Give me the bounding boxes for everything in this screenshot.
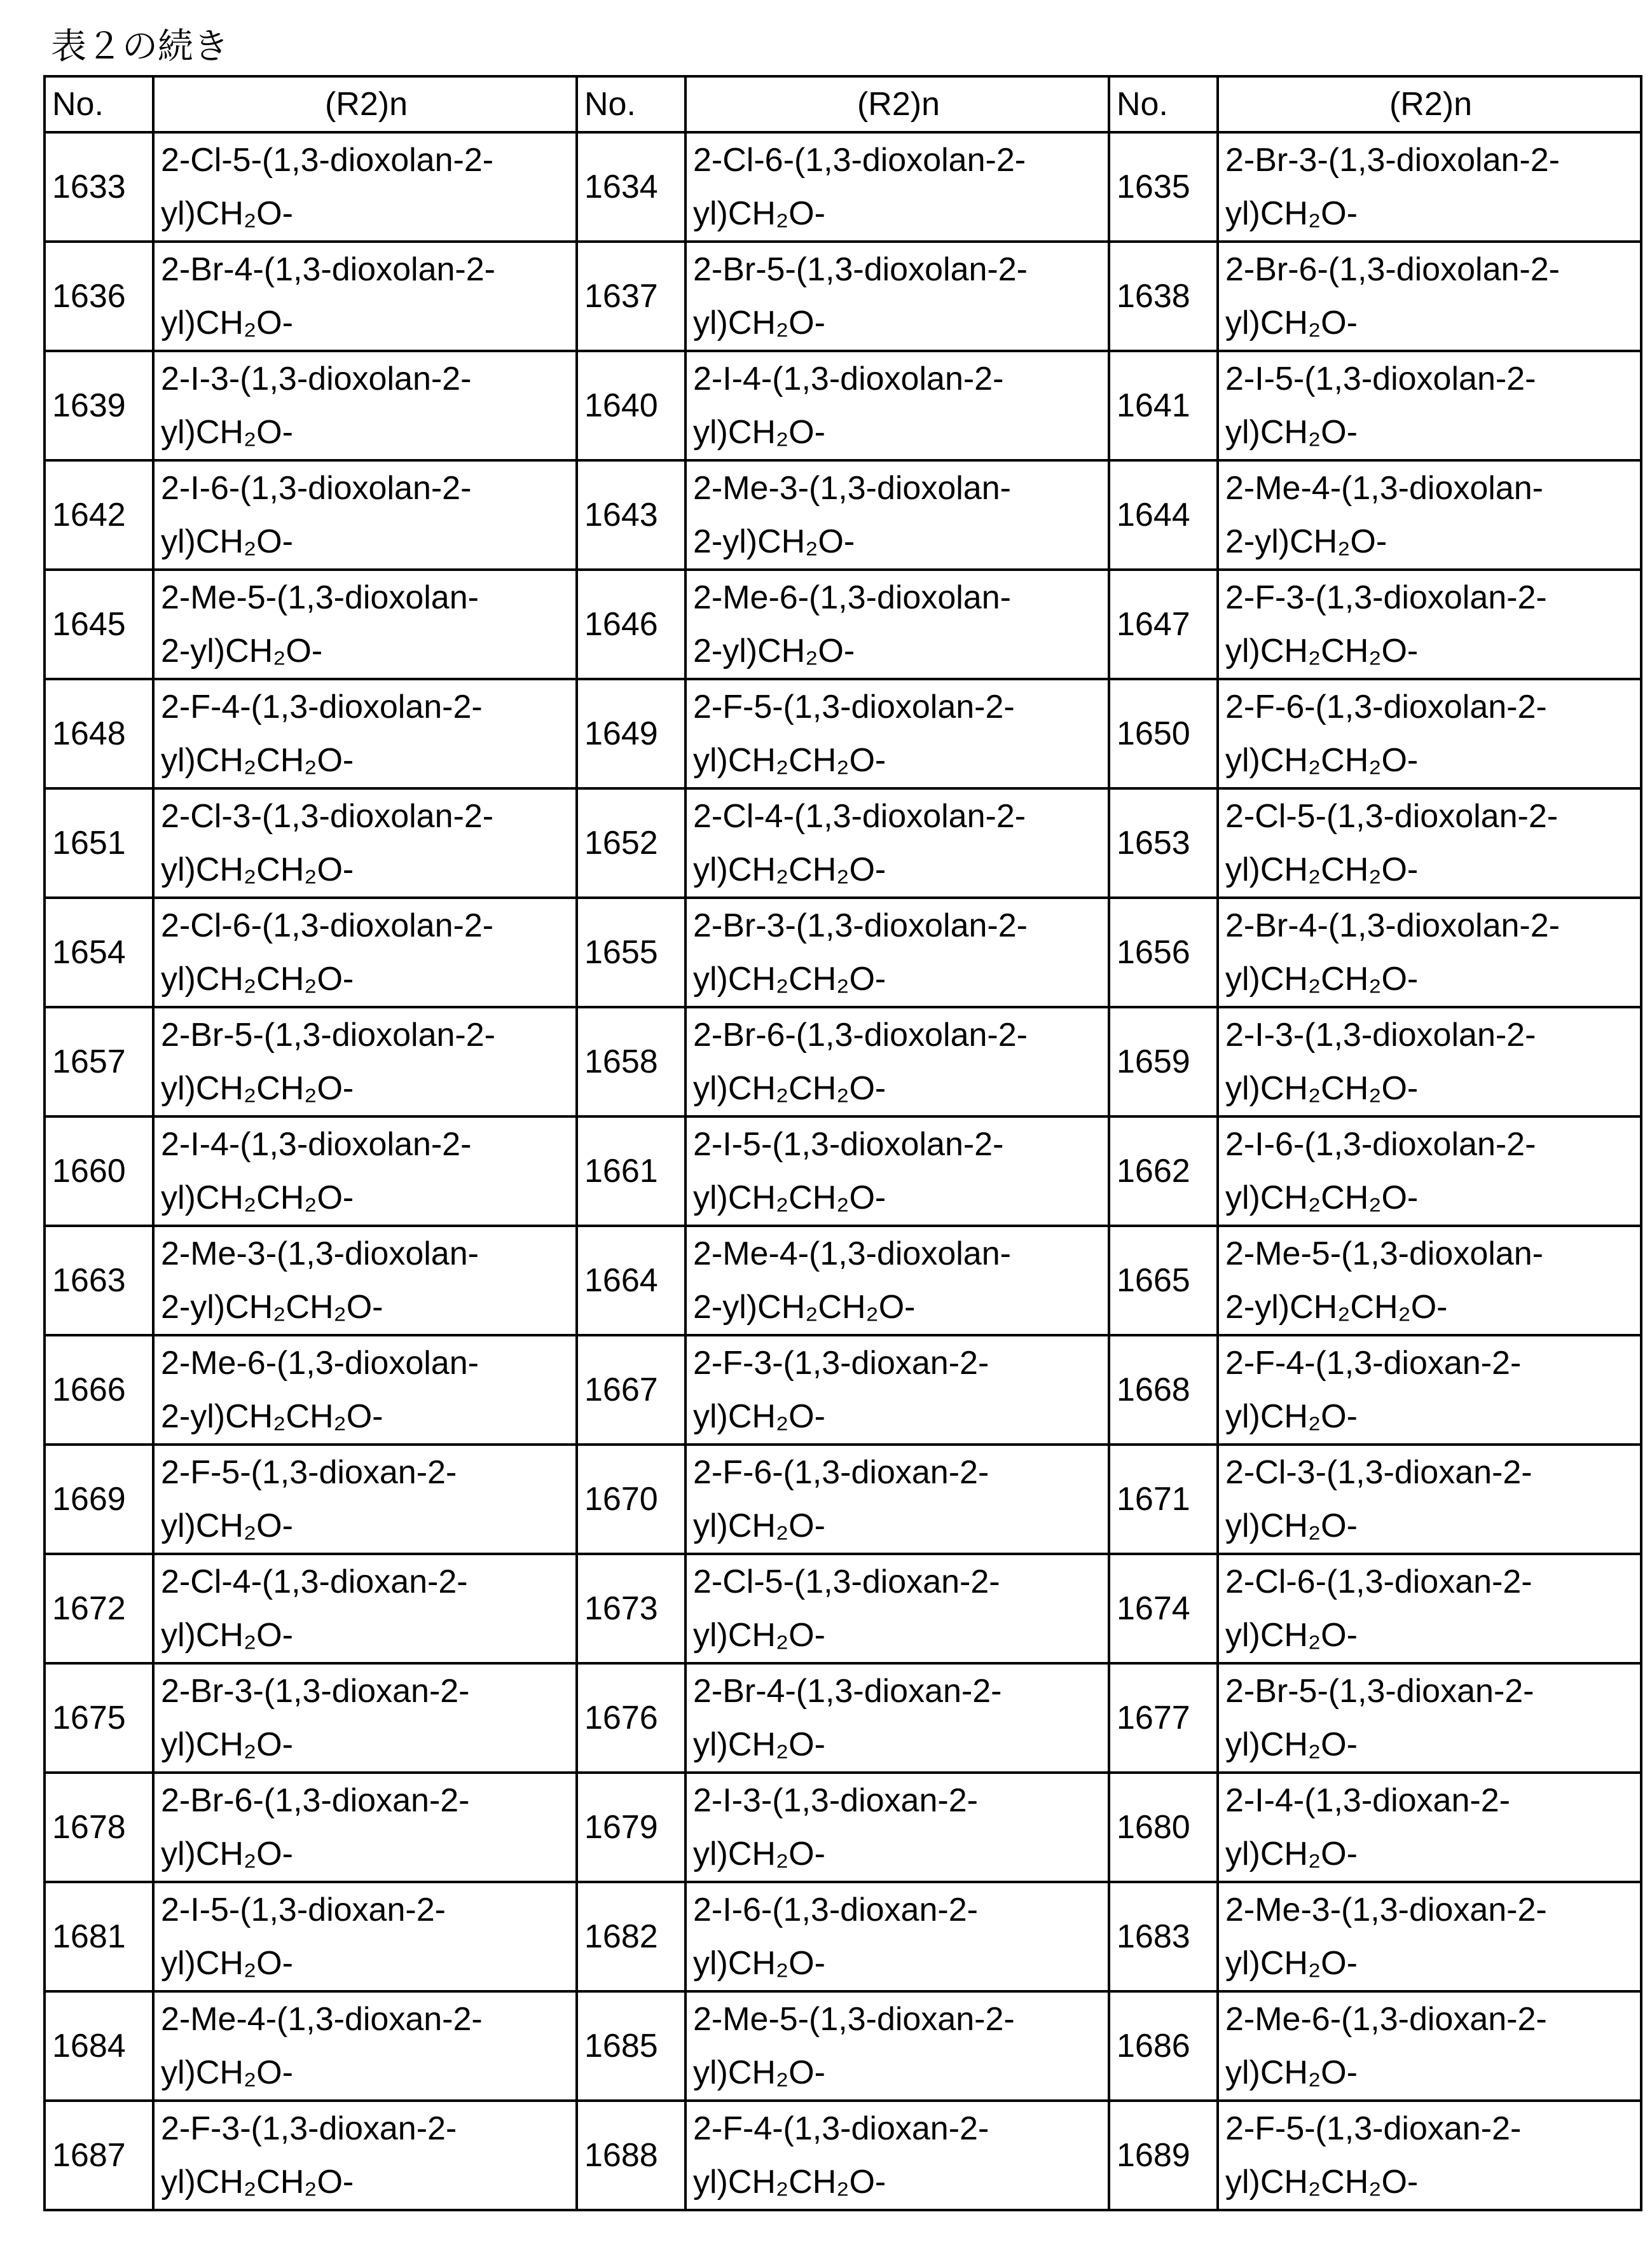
substituent-line: 2-I-3-(1,3-dioxan-2- [693, 1774, 1104, 1827]
substituent-line: 2-Br-4-(1,3-dioxan-2- [693, 1665, 1104, 1718]
substituent-cell [153, 1773, 577, 1882]
substituent-line: 2-Br-3-(1,3-dioxolan-2- [693, 899, 1104, 952]
compound-number: 1660 [45, 1116, 153, 1226]
compound-number: 1638 [1109, 242, 1218, 351]
compound-number: 1684 [45, 1991, 153, 2101]
compound-number: 1663 [45, 1226, 153, 1335]
substituent-line: 2-Cl-6-(1,3-dioxolan-2- [693, 134, 1104, 187]
substituent-line: 2-I-4-(1,3-dioxan-2- [1225, 1774, 1636, 1827]
substituent-line: yl)CH₂O- [161, 187, 572, 240]
compound-number: 1646 [577, 570, 685, 679]
table-row [45, 1445, 1641, 1554]
compound-number: 1686 [1109, 1991, 1218, 2101]
substituent-cell [1218, 132, 1641, 242]
compound-number: 1659 [1109, 1007, 1218, 1116]
substituent-line: 2-F-6-(1,3-dioxolan-2- [1225, 680, 1636, 734]
compound-number: 1661 [577, 1116, 685, 1226]
compound-number: 1656 [1109, 898, 1218, 1007]
substituent-line: yl)CH₂CH₂O- [1225, 1062, 1636, 1115]
header-no: No. [45, 76, 153, 132]
table-row [45, 460, 1641, 570]
substituent-cell [153, 460, 577, 570]
substituent-line: yl)CH₂CH₂O- [693, 1062, 1104, 1115]
substituent-line: yl)CH₂O- [693, 2046, 1104, 2099]
substituent-cell [1218, 1226, 1641, 1335]
compound-number: 1665 [1109, 1226, 1218, 1335]
substituent-line: 2-Br-6-(1,3-dioxolan-2- [1225, 243, 1636, 296]
substituent-cell [685, 1226, 1109, 1335]
compound-table [43, 75, 1642, 2211]
substituent-cell [685, 1882, 1109, 1991]
substituent-cell [1218, 1007, 1641, 1116]
substituent-line: 2-F-3-(1,3-dioxan-2- [693, 1336, 1104, 1390]
substituent-line: yl)CH₂O- [161, 515, 572, 568]
table-row [45, 1882, 1641, 1991]
substituent-line: yl)CH₂CH₂O- [693, 2155, 1104, 2209]
substituent-line: yl)CH₂CH₂O- [1225, 1171, 1636, 1225]
substituent-line: yl)CH₂CH₂O- [693, 843, 1104, 896]
table-body [45, 132, 1641, 2210]
substituent-line: yl)CH₂O- [693, 1499, 1104, 1553]
substituent-line: 2-yl)CH₂O- [693, 624, 1104, 678]
substituent-line: 2-Br-4-(1,3-dioxolan-2- [1225, 899, 1636, 952]
compound-number: 1676 [577, 1663, 685, 1773]
substituent-line: yl)CH₂O- [161, 1827, 572, 1881]
substituent-line: 2-yl)CH₂O- [1225, 515, 1636, 568]
substituent-line: 2-Br-5-(1,3-dioxolan-2- [693, 243, 1104, 296]
substituent-line: yl)CH₂O- [1225, 296, 1636, 350]
substituent-line: yl)CH₂O- [161, 1609, 572, 1662]
substituent-line: 2-Cl-5-(1,3-dioxan-2- [693, 1555, 1104, 1609]
table-row [45, 242, 1641, 351]
substituent-line: 2-Br-6-(1,3-dioxan-2- [161, 1774, 572, 1827]
substituent-cell [685, 1773, 1109, 1882]
table-row [45, 1773, 1641, 1882]
substituent-line: 2-yl)CH₂O- [693, 515, 1104, 568]
compound-number: 1673 [577, 1554, 685, 1663]
substituent-line: 2-F-4-(1,3-dioxan-2- [693, 2102, 1104, 2155]
substituent-line: yl)CH₂O- [693, 1609, 1104, 1662]
compound-number: 1650 [1109, 679, 1218, 788]
compound-number: 1640 [577, 351, 685, 460]
compound-number: 1683 [1109, 1882, 1218, 1991]
substituent-line: yl)CH₂O- [1225, 1718, 1636, 1771]
substituent-cell [1218, 242, 1641, 351]
compound-number: 1648 [45, 679, 153, 788]
substituent-line: yl)CH₂O- [693, 1937, 1104, 1990]
substituent-cell [685, 1991, 1109, 2101]
header-row [45, 76, 1641, 132]
substituent-line: yl)CH₂CH₂O- [693, 952, 1104, 1006]
compound-number: 1688 [577, 2101, 685, 2210]
substituent-cell [685, 898, 1109, 1007]
substituent-cell [153, 132, 577, 242]
substituent-line: yl)CH₂O- [693, 1827, 1104, 1881]
substituent-line: 2-F-3-(1,3-dioxan-2- [161, 2102, 572, 2155]
substituent-cell [1218, 351, 1641, 460]
compound-number: 1647 [1109, 570, 1218, 679]
compound-number: 1675 [45, 1663, 153, 1773]
substituent-line: 2-F-5-(1,3-dioxan-2- [161, 1446, 572, 1499]
table-row [45, 1116, 1641, 1226]
substituent-cell [685, 1663, 1109, 1773]
substituent-line: yl)CH₂CH₂O- [161, 843, 572, 896]
substituent-line: 2-yl)CH₂CH₂O- [693, 1281, 1104, 1334]
compound-number: 1645 [45, 570, 153, 679]
substituent-line: 2-Me-6-(1,3-dioxolan- [693, 571, 1104, 624]
substituent-cell [685, 788, 1109, 898]
substituent-cell [685, 351, 1109, 460]
compound-number: 1642 [45, 460, 153, 570]
substituent-cell [685, 570, 1109, 679]
substituent-cell [153, 1007, 577, 1116]
substituent-line: 2-Cl-6-(1,3-dioxolan-2- [161, 899, 572, 952]
compound-number: 1681 [45, 1882, 153, 1991]
substituent-line: 2-F-5-(1,3-dioxan-2- [1225, 2102, 1636, 2155]
substituent-line: 2-Cl-3-(1,3-dioxolan-2- [161, 790, 572, 843]
substituent-line: yl)CH₂O- [693, 1718, 1104, 1771]
compound-number: 1651 [45, 788, 153, 898]
substituent-line: yl)CH₂CH₂O- [161, 1062, 572, 1115]
table-row [45, 570, 1641, 679]
substituent-cell [1218, 898, 1641, 1007]
substituent-line: yl)CH₂O- [161, 1937, 572, 1990]
substituent-line: 2-Cl-5-(1,3-dioxolan-2- [161, 134, 572, 187]
table-row [45, 1335, 1641, 1445]
table-row [45, 1991, 1641, 2101]
compound-number: 1668 [1109, 1335, 1218, 1445]
substituent-line: 2-I-4-(1,3-dioxolan-2- [161, 1118, 572, 1171]
substituent-line: yl)CH₂O- [161, 296, 572, 350]
substituent-line: yl)CH₂CH₂O- [1225, 2155, 1636, 2209]
substituent-cell [153, 242, 577, 351]
compound-number: 1678 [45, 1773, 153, 1882]
compound-number: 1664 [577, 1226, 685, 1335]
substituent-cell [153, 1445, 577, 1554]
substituent-cell [1218, 1335, 1641, 1445]
substituent-line: 2-Me-4-(1,3-dioxolan- [693, 1227, 1104, 1281]
substituent-cell [685, 460, 1109, 570]
substituent-cell [1218, 1991, 1641, 2101]
substituent-line: yl)CH₂O- [1225, 2046, 1636, 2099]
compound-number: 1643 [577, 460, 685, 570]
substituent-line: 2-F-3-(1,3-dioxolan-2- [1225, 571, 1636, 624]
substituent-line: 2-Br-5-(1,3-dioxolan-2- [161, 1008, 572, 1062]
substituent-line: yl)CH₂CH₂O- [693, 1171, 1104, 1225]
substituent-line: 2-Cl-5-(1,3-dioxolan-2- [1225, 790, 1636, 843]
compound-number: 1639 [45, 351, 153, 460]
substituent-cell [1218, 1116, 1641, 1226]
compound-number: 1680 [1109, 1773, 1218, 1882]
substituent-cell [153, 1116, 577, 1226]
substituent-line: yl)CH₂O- [693, 1390, 1104, 1443]
substituent-cell [153, 1663, 577, 1773]
substituent-cell [153, 679, 577, 788]
substituent-cell [1218, 1773, 1641, 1882]
substituent-line: 2-Me-4-(1,3-dioxolan- [1225, 462, 1636, 515]
substituent-line: yl)CH₂CH₂O- [1225, 843, 1636, 896]
compound-number: 1654 [45, 898, 153, 1007]
compound-number: 1662 [1109, 1116, 1218, 1226]
table-row [45, 1663, 1641, 1773]
substituent-line: yl)CH₂O- [1225, 1827, 1636, 1881]
substituent-line: 2-F-4-(1,3-dioxolan-2- [161, 680, 572, 734]
substituent-cell [153, 1882, 577, 1991]
substituent-line: yl)CH₂O- [1225, 187, 1636, 240]
header-no: No. [1109, 76, 1218, 132]
substituent-line: 2-F-4-(1,3-dioxan-2- [1225, 1336, 1636, 1390]
header-r2n: (R2)n [153, 76, 577, 132]
substituent-cell [685, 2101, 1109, 2210]
substituent-cell [1218, 1445, 1641, 1554]
compound-number: 1677 [1109, 1663, 1218, 1773]
substituent-line: 2-I-5-(1,3-dioxolan-2- [1225, 352, 1636, 406]
compound-number: 1658 [577, 1007, 685, 1116]
substituent-line: 2-Br-3-(1,3-dioxolan-2- [1225, 134, 1636, 187]
substituent-cell [153, 788, 577, 898]
compound-number: 1672 [45, 1554, 153, 1663]
compound-number: 1671 [1109, 1445, 1218, 1554]
substituent-line: 2-I-3-(1,3-dioxolan-2- [161, 352, 572, 406]
table-row [45, 679, 1641, 788]
substituent-cell [685, 1554, 1109, 1663]
compound-number: 1641 [1109, 351, 1218, 460]
substituent-line: yl)CH₂O- [693, 187, 1104, 240]
substituent-line: 2-Me-5-(1,3-dioxolan- [1225, 1227, 1636, 1281]
compound-number: 1667 [577, 1335, 685, 1445]
substituent-cell [1218, 788, 1641, 898]
substituent-line: 2-Me-6-(1,3-dioxan-2- [1225, 1993, 1636, 2046]
substituent-line: 2-I-6-(1,3-dioxolan-2- [1225, 1118, 1636, 1171]
substituent-cell [153, 1226, 577, 1335]
substituent-line: 2-yl)CH₂CH₂O- [161, 1281, 572, 1334]
substituent-line: 2-Me-3-(1,3-dioxolan- [693, 462, 1104, 515]
substituent-cell [153, 1554, 577, 1663]
substituent-line: 2-Me-4-(1,3-dioxan-2- [161, 1993, 572, 2046]
substituent-line: 2-yl)CH₂CH₂O- [1225, 1281, 1636, 1334]
substituent-line: yl)CH₂O- [161, 1499, 572, 1553]
substituent-cell [153, 2101, 577, 2210]
substituent-cell [685, 1007, 1109, 1116]
substituent-cell [685, 132, 1109, 242]
table-row [45, 788, 1641, 898]
substituent-line: yl)CH₂O- [1225, 1390, 1636, 1443]
substituent-line: yl)CH₂O- [161, 406, 572, 459]
compound-number: 1635 [1109, 132, 1218, 242]
substituent-line: yl)CH₂O- [1225, 1937, 1636, 1990]
substituent-line: 2-I-6-(1,3-dioxan-2- [693, 1883, 1104, 1937]
substituent-line: 2-I-3-(1,3-dioxolan-2- [1225, 1008, 1636, 1062]
substituent-cell [685, 1116, 1109, 1226]
substituent-cell [1218, 1554, 1641, 1663]
table-row [45, 351, 1641, 460]
compound-number: 1679 [577, 1773, 685, 1882]
substituent-line: 2-Me-3-(1,3-dioxolan- [161, 1227, 572, 1281]
substituent-cell [685, 242, 1109, 351]
substituent-cell [153, 898, 577, 1007]
substituent-cell [685, 1335, 1109, 1445]
substituent-cell [1218, 1882, 1641, 1991]
substituent-cell [153, 351, 577, 460]
substituent-line: 2-F-6-(1,3-dioxan-2- [693, 1446, 1104, 1499]
substituent-cell [685, 1445, 1109, 1554]
substituent-line: 2-I-5-(1,3-dioxolan-2- [693, 1118, 1104, 1171]
substituent-line: yl)CH₂O- [161, 2046, 572, 2099]
compound-number: 1657 [45, 1007, 153, 1116]
substituent-line: 2-Me-6-(1,3-dioxolan- [161, 1336, 572, 1390]
substituent-line: yl)CH₂CH₂O- [693, 734, 1104, 787]
substituent-cell [1218, 570, 1641, 679]
substituent-line: 2-Br-3-(1,3-dioxan-2- [161, 1665, 572, 1718]
compound-number: 1653 [1109, 788, 1218, 898]
substituent-line: 2-yl)CH₂CH₂O- [161, 1390, 572, 1443]
compound-number: 1685 [577, 1991, 685, 2101]
substituent-line: 2-I-6-(1,3-dioxolan-2- [161, 462, 572, 515]
substituent-line: yl)CH₂CH₂O- [1225, 734, 1636, 787]
compound-number: 1666 [45, 1335, 153, 1445]
substituent-line: 2-Cl-6-(1,3-dioxan-2- [1225, 1555, 1636, 1609]
substituent-line: yl)CH₂O- [161, 1718, 572, 1771]
table-row [45, 1226, 1641, 1335]
table-row [45, 1007, 1641, 1116]
substituent-cell [1218, 2101, 1641, 2210]
substituent-line: 2-Me-3-(1,3-dioxan-2- [1225, 1883, 1636, 1937]
substituent-line: 2-Cl-4-(1,3-dioxan-2- [161, 1555, 572, 1609]
compound-number: 1669 [45, 1445, 153, 1554]
compound-number: 1637 [577, 242, 685, 351]
compound-number: 1682 [577, 1882, 685, 1991]
table-row [45, 2101, 1641, 2210]
substituent-line: 2-Cl-3-(1,3-dioxan-2- [1225, 1446, 1636, 1499]
substituent-line: yl)CH₂O- [1225, 406, 1636, 459]
substituent-line: 2-Me-5-(1,3-dioxolan- [161, 571, 572, 624]
substituent-line: yl)CH₂O- [1225, 1609, 1636, 1662]
substituent-line: 2-F-5-(1,3-dioxolan-2- [693, 680, 1104, 734]
compound-number: 1652 [577, 788, 685, 898]
substituent-cell [1218, 1663, 1641, 1773]
substituent-line: yl)CH₂CH₂O- [1225, 952, 1636, 1006]
header-r2n: (R2)n [1218, 76, 1641, 132]
substituent-cell [685, 679, 1109, 788]
header-no: No. [577, 76, 685, 132]
compound-number: 1687 [45, 2101, 153, 2210]
compound-number: 1670 [577, 1445, 685, 1554]
substituent-line: yl)CH₂CH₂O- [161, 952, 572, 1006]
substituent-line: 2-yl)CH₂O- [161, 624, 572, 678]
compound-number: 1636 [45, 242, 153, 351]
substituent-cell [1218, 460, 1641, 570]
substituent-line: 2-I-5-(1,3-dioxan-2- [161, 1883, 572, 1937]
substituent-cell [153, 1335, 577, 1445]
substituent-line: 2-I-4-(1,3-dioxolan-2- [693, 352, 1104, 406]
substituent-cell [153, 570, 577, 679]
substituent-line: 2-Br-4-(1,3-dioxolan-2- [161, 243, 572, 296]
compound-number: 1655 [577, 898, 685, 1007]
compound-number: 1634 [577, 132, 685, 242]
substituent-line: yl)CH₂O- [1225, 1499, 1636, 1553]
table-row [45, 898, 1641, 1007]
table-row [45, 132, 1641, 242]
substituent-line: 2-Br-6-(1,3-dioxolan-2- [693, 1008, 1104, 1062]
compound-number: 1649 [577, 679, 685, 788]
substituent-line: yl)CH₂CH₂O- [1225, 624, 1636, 678]
substituent-cell [1218, 679, 1641, 788]
compound-number: 1644 [1109, 460, 1218, 570]
substituent-line: yl)CH₂CH₂O- [161, 2155, 572, 2209]
substituent-line: yl)CH₂CH₂O- [161, 1171, 572, 1225]
compound-number: 1674 [1109, 1554, 1218, 1663]
table-title: 表２の続き [51, 24, 229, 69]
substituent-line: yl)CH₂O- [693, 406, 1104, 459]
header-r2n: (R2)n [685, 76, 1109, 132]
substituent-line: 2-Me-5-(1,3-dioxan-2- [693, 1993, 1104, 2046]
table-row [45, 1554, 1641, 1663]
compound-number: 1689 [1109, 2101, 1218, 2210]
substituent-cell [153, 1991, 577, 2101]
compound-number: 1633 [45, 132, 153, 242]
substituent-line: yl)CH₂O- [693, 296, 1104, 350]
substituent-line: 2-Cl-4-(1,3-dioxolan-2- [693, 790, 1104, 843]
substituent-line: 2-Br-5-(1,3-dioxan-2- [1225, 1665, 1636, 1718]
substituent-line: yl)CH₂CH₂O- [161, 734, 572, 787]
